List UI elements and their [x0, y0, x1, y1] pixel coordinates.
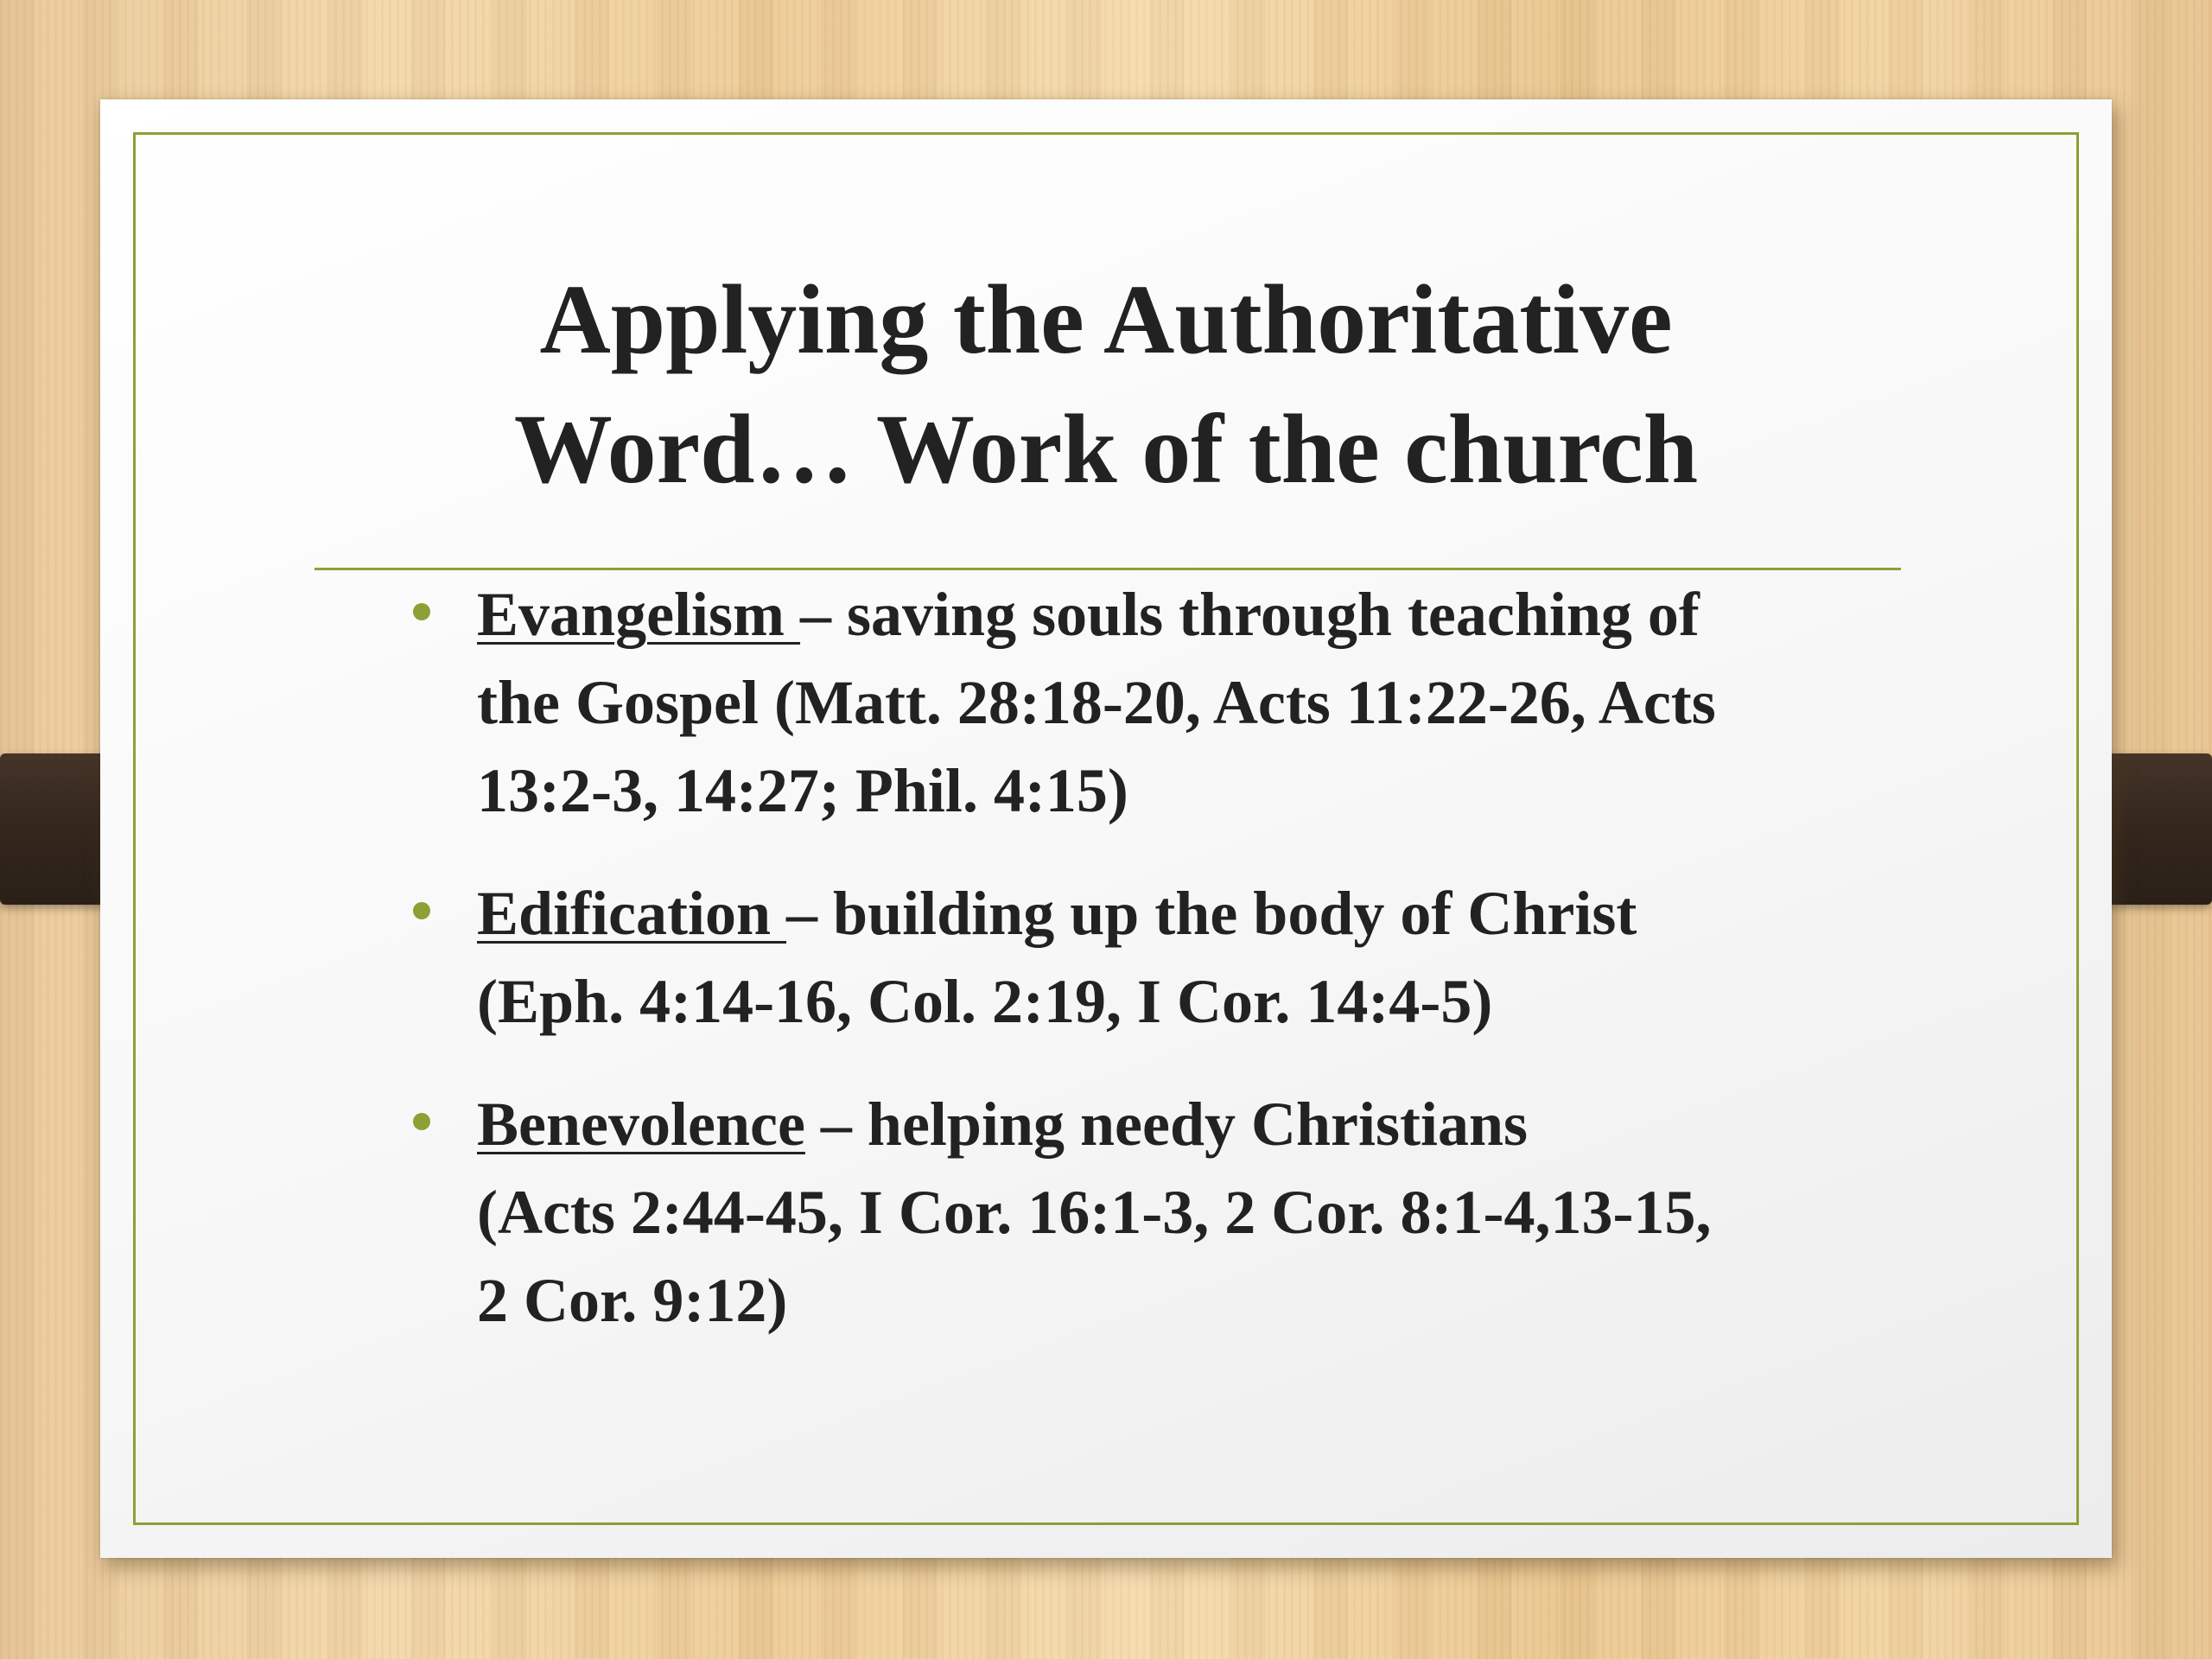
bullet-text: – saving souls through teaching of: [800, 580, 1700, 649]
bullet-text: – building up the body of Christ: [786, 879, 1637, 948]
bullet-line: (Acts 2:44-45, I Cor. 16:1-3, 2 Cor. 8:1-4,13-15,: [477, 1178, 1712, 1247]
bullet-line: [477, 570, 1984, 658]
slide-card: [100, 99, 2112, 1558]
bullet-dot-icon: [413, 1113, 430, 1130]
bullet-line: (Eph. 4:14-16, Col. 2:19, I Cor. 14:4-5): [477, 967, 1493, 1036]
bullet-line: 2 Cor. 9:12): [477, 1266, 788, 1335]
bullet-line: the Gospel (Matt. 28:18-20, Acts 11:22-26, Acts: [477, 668, 1716, 737]
bullet-term: Edification: [477, 879, 787, 948]
title-line-1: Applying the Authoritative: [539, 264, 1673, 374]
bullet-term: Benevolence: [477, 1090, 805, 1159]
bullet-line: [477, 1080, 1984, 1168]
bullet-line: [477, 869, 1984, 957]
bullet-list: [377, 570, 1984, 1379]
bullet-line: 13:2-3, 14:27; Phil. 4:15): [477, 756, 1128, 825]
title-line-2: Word… Work of the church: [513, 394, 1699, 504]
bullet-item-evangelism: [377, 570, 1984, 835]
bullet-text: – helping needy Christians: [804, 1090, 1529, 1159]
bullet-dot-icon: [413, 603, 430, 620]
bullet-term: Evangelism: [477, 580, 801, 649]
bullet-item-edification: [377, 869, 1984, 1046]
slide-title: [133, 255, 2079, 514]
bullet-item-benevolence: [377, 1080, 1984, 1344]
bullet-dot-icon: [413, 902, 430, 919]
